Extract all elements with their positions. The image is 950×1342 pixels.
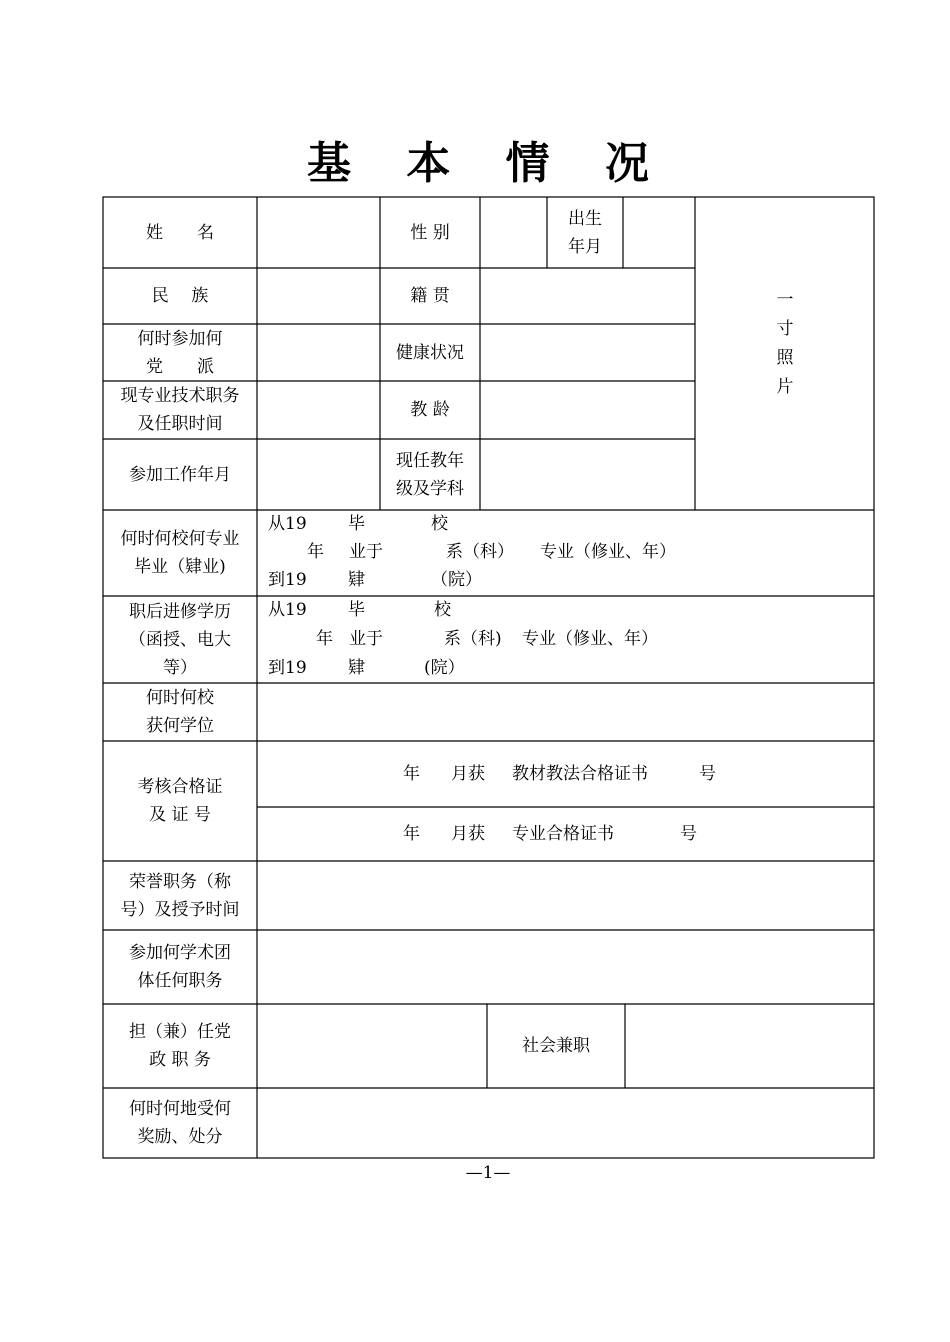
label-graduation [103,510,257,596]
label-academic-line2: 体任何职务 [137,971,223,991]
label-award-line2: 奖励、处分 [137,1127,223,1147]
further-dept: 系（科) [444,629,502,649]
degree-field[interactable] [257,683,874,741]
photo-char: 照 [776,348,794,368]
party-post-field[interactable] [257,1004,487,1088]
cert2-year: 年 [403,824,420,844]
label-academic-line1: 参加何学术团 [129,943,231,963]
birth-field[interactable] [623,197,695,268]
further-institute: (院） [424,658,465,678]
ethnicity-field[interactable] [257,268,380,324]
honor-field[interactable] [257,861,874,930]
grad-bi: 毕 [348,514,365,534]
label-work-start: 参加工作年月 [129,464,231,485]
photo-char: 一 [776,290,794,310]
label-health: 健康状况 [396,342,464,363]
further-yi: 肄 [348,658,365,678]
cert2-month: 月获 [451,824,485,844]
cert1-month: 月获 [451,764,485,784]
label-party-post-line2: 政 职 务 [149,1050,211,1070]
cert1-year: 年 [403,764,420,784]
photo-label [770,286,800,402]
cert1-name: 教材教法合格证书 [512,764,648,784]
label-further-line2: （函授、电大 [129,629,231,650]
label-further-line1: 职后进修学历 [129,601,231,622]
label-certificate-line1: 考核合格证 [137,777,223,797]
tech-title-field[interactable] [257,381,380,439]
label-birth-line2: 年月 [568,236,602,257]
label-teaching-age: 教 龄 [410,400,450,420]
label-further-line3: 等） [163,657,197,678]
label-honor [103,861,257,930]
cert2-number: 号 [680,824,697,844]
label-honor-line2: 号）及授予时间 [120,899,240,920]
label-grade-subject [380,439,480,510]
social-field[interactable] [625,1004,874,1088]
page-number: —1— [465,1163,511,1183]
label-name: 姓 名 [146,222,214,243]
label-party [103,324,257,381]
grad-yi: 肄 [348,570,365,590]
label-graduation-line2: 毕业（肄业) [134,557,226,577]
label-grade-line1: 现任教年 [396,450,464,471]
grad-from: 从19 [268,514,307,534]
native-place-field[interactable] [480,268,695,324]
grad-ye-yu: 业于 [349,542,383,562]
label-graduation-line1: 何时何校何专业 [120,529,240,549]
label-certificate [103,741,257,861]
further-major: 专业（修业、年） [522,629,658,649]
further-year: 年 [316,629,333,649]
grade-subject-field[interactable] [480,439,695,510]
label-party-line1: 何时参加何 [137,328,223,349]
grad-school: 校 [431,514,448,534]
grad-dept: 系（科） [446,542,514,562]
cert1-number: 号 [699,764,716,784]
health-field[interactable] [480,324,695,381]
label-birth [547,197,623,268]
work-start-field[interactable] [257,439,380,510]
gender-field[interactable] [480,197,547,268]
further-ye-yu: 业于 [349,629,383,649]
party-field[interactable] [257,324,380,381]
name-field[interactable] [257,197,380,268]
label-honor-line1: 荣誉职务（称 [129,871,231,892]
grad-year: 年 [307,542,324,562]
label-degree [103,683,257,741]
teaching-age-field[interactable] [480,381,695,439]
academic-field[interactable] [257,930,874,1004]
label-party-post [103,1004,257,1088]
label-academic [103,930,257,1004]
photo-char: 寸 [776,319,794,339]
label-ethnicity: 民 族 [151,286,209,306]
further-school: 校 [434,600,451,620]
label-gender: 性 别 [410,222,450,243]
label-degree-line2: 获何学位 [146,716,214,736]
cert2-name: 专业合格证书 [512,824,614,844]
label-award-line1: 何时何地受何 [129,1099,231,1119]
page-title: 基 本 情 况 [307,138,669,189]
label-birth-line1: 出生 [568,208,602,229]
grad-major: 专业（修业、年） [540,542,676,562]
photo-char: 片 [776,377,794,397]
label-social: 社会兼职 [522,1036,590,1056]
further-bi: 毕 [348,600,365,620]
label-party-post-line1: 担（兼）任党 [129,1022,231,1042]
label-tech-title-line2: 及任职时间 [137,414,223,434]
award-field[interactable] [257,1088,874,1158]
grad-to: 到19 [268,570,307,590]
label-further-education [103,596,257,683]
label-award [103,1088,257,1158]
label-tech-title-line1: 现专业技术职务 [120,386,240,406]
label-party-line2: 党 派 [146,356,214,377]
grad-institute: （院） [431,570,482,590]
label-native-place: 籍 贯 [410,286,450,306]
label-degree-line1: 何时何校 [146,688,214,708]
further-from: 从19 [268,600,307,620]
label-certificate-line2: 及 证 号 [149,805,211,825]
further-to: 到19 [268,658,307,678]
label-tech-title [103,381,257,439]
label-grade-line2: 级及学科 [396,478,464,499]
